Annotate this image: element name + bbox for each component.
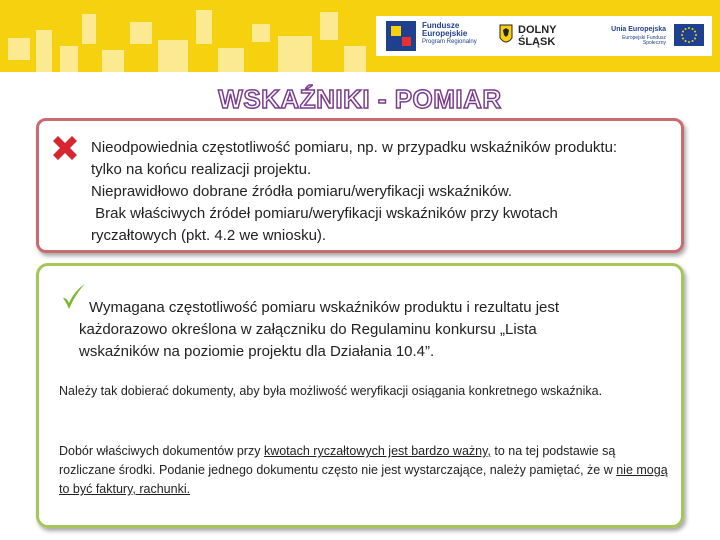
unia-europejska-logo-text	[606, 26, 666, 46]
decor-block	[82, 14, 96, 44]
problem-line: Brak właściwych źródeł pomiaru/weryfikacji wskaźników przy kwotach	[91, 205, 558, 222]
decor-block	[320, 12, 338, 40]
decor-block	[278, 36, 312, 72]
invoices-emphasis: nie mogą to być faktury, rachunki.	[59, 463, 668, 496]
problem-line: ryczałtowych (pkt. 4.2 we wniosku).	[91, 227, 327, 244]
decor-block	[102, 50, 124, 72]
problem-line: Nieodpowiednia częstotliwość pomiaru, np. w przypadku wskaźników produktu:	[91, 139, 618, 156]
requirements-box	[36, 263, 684, 528]
decor-block	[8, 38, 30, 60]
page-title: WSKAŹNIKI - POMIAR	[218, 84, 502, 114]
dolny-slask-logo-text	[518, 24, 557, 48]
problem-line: tylko na końcu realizacji projektu.	[91, 161, 312, 178]
documents-note: Należy tak dobierać dokumenty, aby była możliwość weryfikacji osiągania konkretnego wskaźnika.	[59, 384, 603, 398]
decor-block	[60, 46, 78, 72]
lump-sum-note	[59, 442, 669, 499]
requirements-main-text	[79, 297, 639, 363]
logo-line: Europejski Fundusz Społeczny	[622, 35, 666, 46]
problems-box	[36, 118, 684, 253]
decor-block	[158, 40, 188, 72]
decor-block	[130, 22, 152, 44]
fundusze-europejskie-logo-icon	[386, 21, 416, 51]
requirement-line: każdorazowo określona w załączniku do Regulaminu konkursu „Lista	[79, 321, 537, 338]
header-banner	[0, 0, 720, 72]
eagle-crest-icon	[499, 24, 513, 46]
fundusze-europejskie-logo-text	[422, 22, 477, 45]
eu-flag-icon	[674, 24, 704, 46]
requirement-line: Wymagana częstotliwość pomiaru wskaźników produktu i rezultatu jest	[89, 299, 560, 316]
lump-sum-note-text: Dobór właściwych dokumentów przy	[59, 444, 264, 458]
logo-strip	[376, 16, 712, 56]
decor-block	[36, 30, 52, 72]
lump-sum-note-text: to na tej podstawie są rozliczane środki. Podanie jednego dokumentu często nie jest wystarczające, należy pamiętać, że w	[59, 444, 617, 477]
decor-block	[252, 24, 270, 42]
requirement-line: wskaźników na poziomie projektu dla Działania 10.4”.	[79, 343, 435, 360]
lump-sum-emphasis: kwotach ryczałtowych jest bardzo ważny,	[263, 444, 491, 458]
logo-line: Program Regionalny	[422, 39, 477, 45]
red-x-icon	[49, 132, 81, 164]
logo-line: Europejskie	[422, 29, 468, 38]
decor-block	[196, 10, 212, 44]
problem-line: Nieprawidłowo dobrane źródła pomiaru/weryfikacji wskaźników.	[91, 183, 513, 200]
logo-line: ŚLĄSK	[518, 36, 556, 48]
logo-line: Fundusze	[422, 21, 460, 30]
decor-block	[344, 46, 366, 72]
logo-line: DOLNY	[518, 24, 557, 36]
decor-block	[218, 48, 244, 72]
logo-line: Unia Europejska	[611, 26, 666, 33]
problems-text	[91, 137, 617, 247]
